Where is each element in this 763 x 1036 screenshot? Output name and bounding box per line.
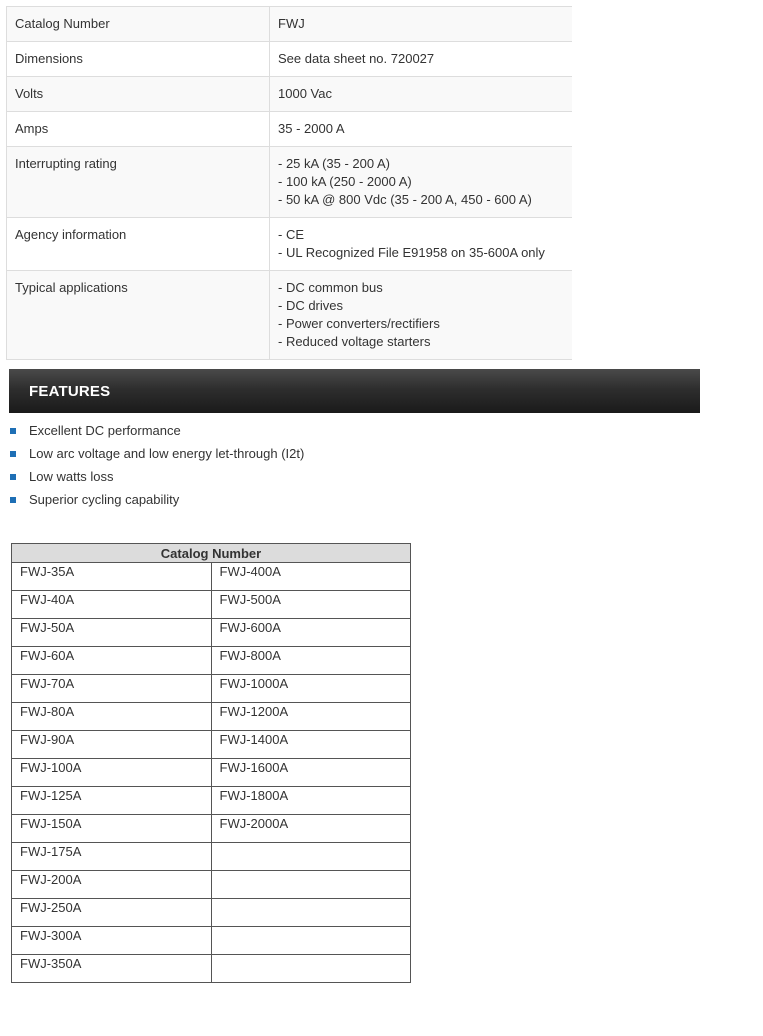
catalog-row xyxy=(12,843,411,871)
spec-value-line: - Power converters/rectifiers xyxy=(278,316,440,331)
catalog-cell: FWJ-300A xyxy=(12,927,212,955)
spec-value-line: - 25 kA (35 - 200 A) xyxy=(278,156,391,171)
catalog-cell: FWJ-100A xyxy=(12,759,212,787)
spec-value xyxy=(270,112,573,147)
spec-value-line: - DC common bus xyxy=(278,280,383,295)
catalog-row xyxy=(12,563,411,591)
spec-label: Typical applications xyxy=(7,271,270,360)
features-banner xyxy=(9,369,700,413)
catalog-cell: FWJ-125A xyxy=(12,787,212,815)
catalog-cell: FWJ-600A xyxy=(211,619,411,647)
catalog-cell: FWJ-175A xyxy=(12,843,212,871)
features-list xyxy=(10,421,304,513)
catalog-row xyxy=(12,703,411,731)
catalog-cell: FWJ-500A xyxy=(211,591,411,619)
spec-value xyxy=(270,42,573,77)
feature-item xyxy=(10,467,304,490)
feature-text: Low watts loss xyxy=(29,469,114,484)
spec-row xyxy=(7,147,573,218)
spec-value-line: - CE xyxy=(278,227,304,242)
spec-label: Catalog Number xyxy=(7,7,270,42)
spec-value xyxy=(270,271,573,360)
feature-item xyxy=(10,444,304,467)
catalog-row xyxy=(12,759,411,787)
catalog-cell: FWJ-60A xyxy=(12,647,212,675)
catalog-cell: FWJ-800A xyxy=(211,647,411,675)
feature-text: Excellent DC performance xyxy=(29,423,181,438)
square-bullet-icon xyxy=(10,428,16,434)
catalog-cell: FWJ-350A xyxy=(12,955,212,983)
catalog-cell: FWJ-400A xyxy=(211,563,411,591)
spec-value-line: 1000 Vac xyxy=(278,86,332,101)
catalog-cell: FWJ-1000A xyxy=(211,675,411,703)
feature-text: Low arc voltage and low energy let-through (I2t) xyxy=(29,446,305,461)
catalog-row xyxy=(12,815,411,843)
catalog-cell: FWJ-250A xyxy=(12,899,212,927)
spec-row xyxy=(7,218,573,271)
spec-row xyxy=(7,271,573,360)
spec-value xyxy=(270,7,573,42)
specs-table-body xyxy=(7,7,573,360)
catalog-cell: FWJ-150A xyxy=(12,815,212,843)
catalog-header-row xyxy=(12,544,411,563)
catalog-cell xyxy=(211,899,411,927)
catalog-table xyxy=(11,543,411,983)
square-bullet-icon xyxy=(10,451,16,457)
catalog-cell: FWJ-80A xyxy=(12,703,212,731)
square-bullet-icon xyxy=(10,497,16,503)
catalog-row xyxy=(12,647,411,675)
spec-label: Agency information xyxy=(7,218,270,271)
spec-value-line: FWJ xyxy=(278,16,305,31)
spec-label: Interrupting rating xyxy=(7,147,270,218)
spec-value xyxy=(270,218,573,271)
spec-value-line: - UL Recognized File E91958 on 35-600A only xyxy=(278,245,545,260)
catalog-row xyxy=(12,591,411,619)
feature-text: Superior cycling capability xyxy=(29,492,180,507)
catalog-cell xyxy=(211,955,411,983)
spec-value-line: - 100 kA (250 - 2000 A) xyxy=(278,174,412,189)
catalog-row xyxy=(12,955,411,983)
feature-item xyxy=(10,421,304,444)
spec-value xyxy=(270,147,573,218)
spec-row xyxy=(7,112,573,147)
spec-value-line: See data sheet no. 720027 xyxy=(278,51,435,66)
catalog-row xyxy=(12,675,411,703)
catalog-row xyxy=(12,927,411,955)
catalog-row xyxy=(12,731,411,759)
catalog-row xyxy=(12,899,411,927)
spec-value-line: - DC drives xyxy=(278,298,344,313)
catalog-cell: FWJ-40A xyxy=(12,591,212,619)
feature-item xyxy=(10,490,304,513)
spec-row xyxy=(7,42,573,77)
spec-value-line: 35 - 2000 A xyxy=(278,121,345,136)
catalog-cell: FWJ-70A xyxy=(12,675,212,703)
catalog-cell: FWJ-2000A xyxy=(211,815,411,843)
catalog-cell: FWJ-90A xyxy=(12,731,212,759)
catalog-cell xyxy=(211,843,411,871)
square-bullet-icon xyxy=(10,474,16,480)
catalog-cell: FWJ-1200A xyxy=(211,703,411,731)
catalog-cell: FWJ-1600A xyxy=(211,759,411,787)
spec-row xyxy=(7,77,573,112)
catalog-row xyxy=(12,619,411,647)
catalog-cell xyxy=(211,927,411,955)
spec-value xyxy=(270,77,573,112)
catalog-cell: FWJ-200A xyxy=(12,871,212,899)
spec-value-line: - 50 kA @ 800 Vdc (35 - 200 A, 450 - 600 A) xyxy=(278,192,532,207)
catalog-row xyxy=(12,787,411,815)
catalog-cell xyxy=(211,871,411,899)
catalog-cell: FWJ-50A xyxy=(12,619,212,647)
catalog-cell: FWJ-35A xyxy=(12,563,212,591)
spec-label: Amps xyxy=(7,112,270,147)
features-title: FEATURES xyxy=(29,382,111,400)
catalog-row xyxy=(12,871,411,899)
catalog-table-body xyxy=(12,563,411,983)
specs-table xyxy=(6,6,572,360)
spec-value-line: - Reduced voltage starters xyxy=(278,334,431,349)
spec-label: Volts xyxy=(7,77,270,112)
spec-row xyxy=(7,7,573,42)
catalog-cell: FWJ-1800A xyxy=(211,787,411,815)
catalog-cell: FWJ-1400A xyxy=(211,731,411,759)
catalog-header: Catalog Number xyxy=(12,544,411,563)
spec-label: Dimensions xyxy=(7,42,270,77)
